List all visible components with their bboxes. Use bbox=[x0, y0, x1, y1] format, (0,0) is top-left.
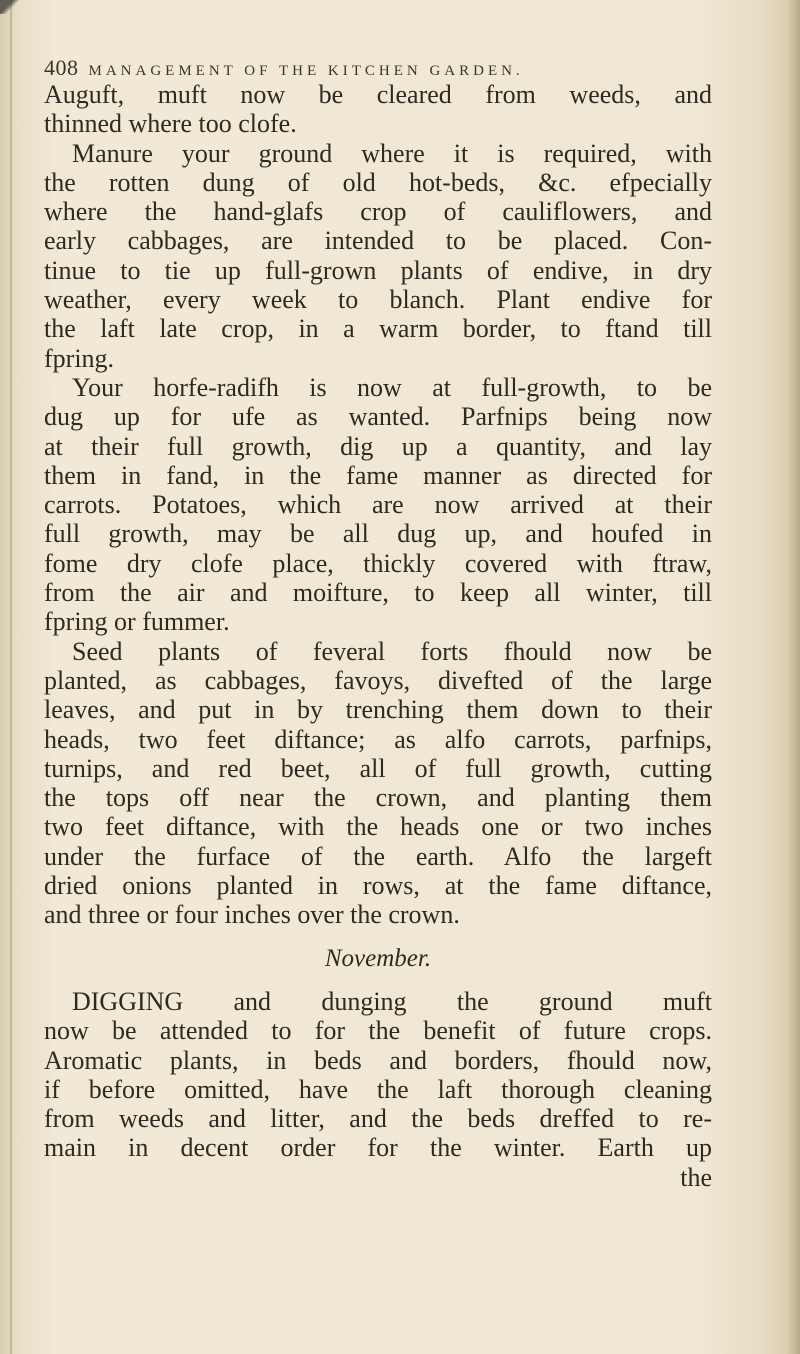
text-line: main in decent order for the winter. Earth up bbox=[44, 1133, 712, 1163]
page-edge-shadow bbox=[786, 0, 800, 1354]
text-line: fpring or fummer. bbox=[44, 607, 230, 637]
text-line: planted, as cabbages, favoys, divefted of the large bbox=[44, 665, 712, 695]
text-line: leaves, and put in by trenching them down to their bbox=[44, 695, 712, 725]
text-line: dug up for ufe as wanted. Parfnips being now bbox=[44, 402, 712, 432]
text-line: and three or four inches over the crown. bbox=[44, 900, 460, 930]
text-line: from weeds and litter, and the beds dreffed to re- bbox=[44, 1104, 712, 1134]
binding-gutter bbox=[10, 0, 12, 1354]
text-line: the rotten dung of old hot-beds, &c. efpecially bbox=[44, 167, 712, 197]
text-line: early cabbages, are intended to be placed. Con- bbox=[44, 226, 712, 256]
text-line: fome dry clofe place, thickly covered with ftraw, bbox=[44, 548, 712, 578]
running-head: MANAGEMENT OF THE KITCHEN GARDEN. bbox=[88, 63, 524, 79]
text-line: tinue to tie up full-grown plants of endive, in dry bbox=[44, 255, 712, 285]
text-line: where the hand-glafs crop of cauliflowers, and bbox=[44, 197, 712, 227]
text-line: heads, two feet diftance; as alfo carrots, parfnips, bbox=[44, 724, 712, 754]
text-line: Your horfe-radifh is now at full-growth, to be bbox=[72, 372, 712, 402]
text-line: the laft late crop, in a warm border, to ftand till bbox=[44, 314, 712, 344]
page-corner-mark bbox=[0, 0, 20, 14]
text-line: the tops off near the crown, and planting them bbox=[44, 783, 712, 813]
text-line: Manure your ground where it is required, with bbox=[72, 138, 712, 168]
text-line: if before omitted, have the laft thorough cleaning bbox=[44, 1074, 712, 1104]
text-line: DIGGING and dunging the ground muft bbox=[72, 986, 712, 1016]
text-line: Seed plants of feveral forts fhould now be bbox=[72, 636, 712, 666]
text-line: fpring. bbox=[44, 343, 115, 373]
page-header bbox=[44, 55, 764, 81]
catchword: the bbox=[680, 1162, 712, 1192]
text-line: thinned where too clofe. bbox=[44, 109, 297, 139]
text-line: at their full growth, dig up a quantity, and lay bbox=[44, 431, 712, 461]
body-text bbox=[44, 80, 712, 1192]
page-number: 408 bbox=[44, 55, 79, 80]
text-line: turnips, and red beet, all of full growth, cutting bbox=[44, 753, 712, 783]
text-line: full growth, may be all dug up, and houfed in bbox=[44, 519, 712, 549]
text-line: from the air and moifture, to keep all winter, till bbox=[44, 578, 712, 608]
text-line: two feet diftance, with the heads one or two inches bbox=[44, 812, 712, 842]
section-heading: November. bbox=[324, 944, 432, 972]
text-line: them in fand, in the fame manner as directed for bbox=[44, 460, 712, 490]
text-line: Aromatic plants, in beds and borders, fhould now, bbox=[44, 1045, 712, 1075]
text-line: Auguft, muft now be cleared from weeds, and bbox=[44, 80, 712, 109]
text-line: now be attended to for the benefit of future crops. bbox=[44, 1016, 712, 1046]
text-line: dried onions planted in rows, at the fame diftance, bbox=[44, 871, 712, 901]
text-line: under the furface of the earth. Alfo the largeft bbox=[44, 841, 712, 871]
text-line: carrots. Potatoes, which are now arrived at their bbox=[44, 490, 712, 520]
text-line: weather, every week to blanch. Plant endive for bbox=[44, 285, 712, 315]
